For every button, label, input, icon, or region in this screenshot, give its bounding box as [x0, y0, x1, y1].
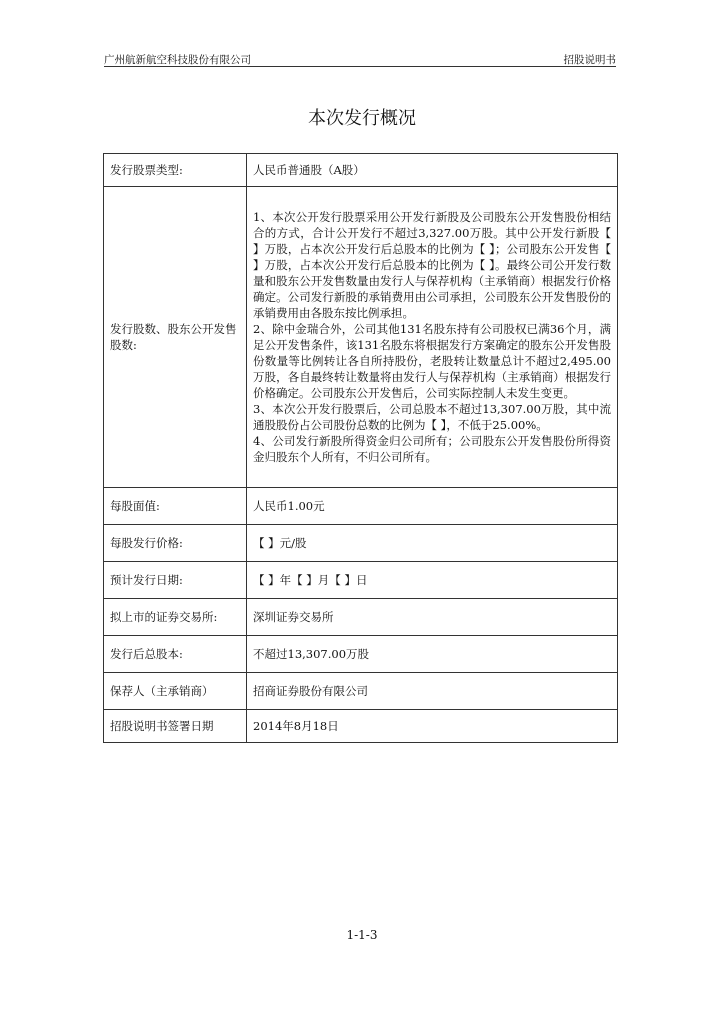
- row-label: 每股面值:: [104, 488, 247, 525]
- page-header: [104, 47, 616, 67]
- table-row: [104, 154, 618, 187]
- table-row: [104, 562, 618, 599]
- header-divider: [104, 66, 616, 67]
- row-label: 每股发行价格:: [104, 525, 247, 562]
- row-label: 拟上市的证券交易所:: [104, 599, 247, 636]
- table-row: [104, 187, 618, 488]
- table-row: [104, 710, 618, 743]
- paragraph: 2、除中金瑞合外，公司其他131名股东持有公司股权已满36个月，满足公开发售条件，该131名股东将根据发行方案确定的股东公开发售股份数量等比例转让各自所持股份，老股转让数量总计不超过2,495.00万股，各自最终转让数量将由发行人与保荐机构（主承销商）根据发行价格确定。公司股东公开发售后，公司实际控制人未发生变更。: [253, 322, 611, 400]
- page-number: 1-1-3: [346, 928, 378, 942]
- paragraph: 3、本次公开发行股票后，公司总股本不超过13,307.00万股，其中流通股股份占公司股份总数的比例为【 】，不低于25.00%。: [253, 402, 611, 432]
- row-value: [247, 187, 618, 488]
- header-company: 广州航新航空科技股份有限公司: [104, 54, 251, 66]
- row-value: 深圳证券交易所: [247, 599, 618, 636]
- row-label: 发行后总股本:: [104, 636, 247, 673]
- row-label: 发行股数、股东公开发售股数:: [104, 187, 247, 488]
- offering-summary-table: [103, 153, 618, 743]
- row-label: 招股说明书签署日期: [104, 710, 247, 743]
- row-label: 发行股票类型:: [104, 154, 247, 187]
- row-value: 【 】元/股: [247, 525, 618, 562]
- row-value: 人民币普通股（A股）: [247, 154, 618, 187]
- row-label: 保荐人（主承销商）: [104, 673, 247, 710]
- table-row: [104, 488, 618, 525]
- table-row: [104, 636, 618, 673]
- row-value: 人民币1.00元: [247, 488, 618, 525]
- page-title: 本次发行概况: [308, 108, 416, 129]
- row-value: 招商证券股份有限公司: [247, 673, 618, 710]
- row-value: 2014年8月18日: [247, 710, 618, 743]
- table-row: [104, 599, 618, 636]
- paragraph: 4、公司发行新股所得资金归公司所有；公司股东公开发售股份所得资金归股东个人所有，不归公司所有。: [253, 434, 611, 464]
- row-label: 预计发行日期:: [104, 562, 247, 599]
- table-row: [104, 673, 618, 710]
- row-value: 不超过13,307.00万股: [247, 636, 618, 673]
- table-row: [104, 525, 618, 562]
- row-value: 【 】年【 】月【 】日: [247, 562, 618, 599]
- paragraph: 1、本次公开发行股票采用公开发行新股及公司股东公开发售股份相结合的方式，合计公开发行不超过3,327.00万股。其中公开发行新股【 】万股，占本次公开发行后总股本的比例为【 】；公司股东公开发售【 】万股，占本次公开发行后总股本的比例为【 】。最终公司公开发行数量和股东公开发售数量由发行人与保荐机构（主承销商）根据发行价格确定。公司发行新股的承销费用由公司承担，公司股东公开发售股份的承销费用由各股东按比例承担。: [253, 210, 611, 320]
- header-doc-type: 招股说明书: [563, 54, 616, 66]
